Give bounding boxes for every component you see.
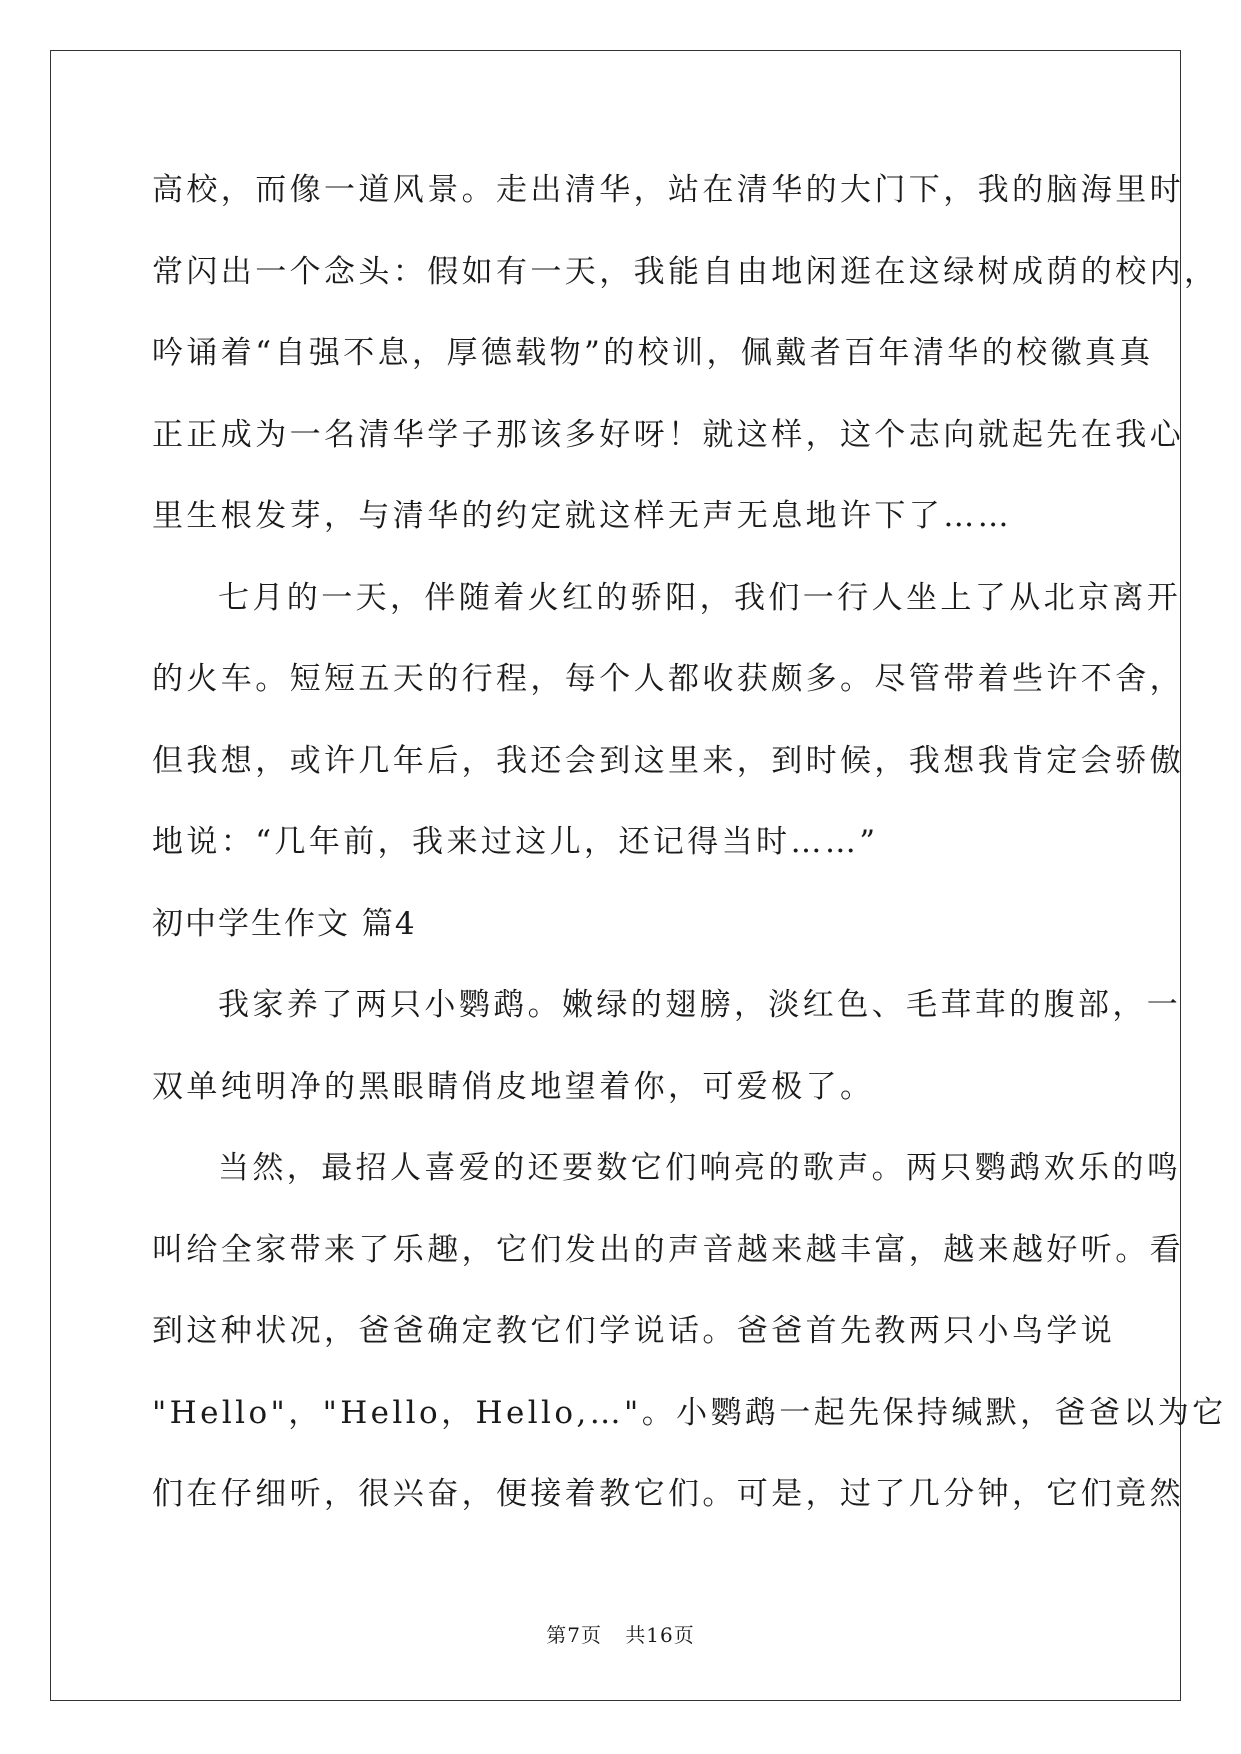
text-line: 高校，而像一道风景。走出清华，站在清华的大门下，我的脑海里时 <box>152 172 1184 208</box>
section-heading: 初中学生作文 篇4 <box>152 905 417 942</box>
text-line: 们在仔细听，很兴奋，便接着教它们。可是，过了几分钟，它们竟然 <box>152 1476 1184 1512</box>
text-line: "Hello"，"Hello，Hello,…"。小鹦鹉一起先保持缄默，爸爸以为它 <box>152 1394 1227 1431</box>
text-line: 的火车。短短五天的行程，每个人都收获颇多。尽管带着些许不舍， <box>152 661 1184 697</box>
text-line: 我家养了两只小鹦鹉。嫩绿的翅膀，淡红色、毛茸茸的腹部，一 <box>218 987 1182 1023</box>
page-total: 共16页 <box>625 1623 695 1647</box>
text-line: 当然，最招人喜爱的还要数它们响亮的歌声。两只鹦鹉欢乐的鸣 <box>218 1150 1182 1186</box>
text-line: 正正成为一名清华学子那该多好呀！就这样，这个志向就起先在我心 <box>152 416 1184 453</box>
text-line: 到这种状况，爸爸确定教它们学说话。爸爸首先教两只小鸟学说 <box>152 1313 1116 1349</box>
document-body <box>152 150 1227 1536</box>
text-line: 七月的一天，伴随着火红的骄阳，我们一行人坐上了从北京离开 <box>218 579 1182 616</box>
text-line: 但我想，或许几年后，我还会到这里来，到时候，我想我肯定会骄傲 <box>152 742 1184 779</box>
text-line: 双单纯明净的黑眼睛俏皮地望着你，可爱极了。 <box>152 1068 875 1105</box>
text-line: 常闪出一个念头：假如有一天，我能自由地闲逛在这绿树成荫的校内， <box>152 253 1219 290</box>
text-line: 里生根发芽，与清华的约定就这样无声无息地许下了…… <box>152 498 1012 534</box>
text-line: 叫给全家带来了乐趣，它们发出的声音越来越丰富，越来越好听。看 <box>152 1231 1184 1268</box>
text-line: 地说：“几年前，我来过这儿，还记得当时……” <box>152 824 879 860</box>
page-number: 第7页 <box>546 1623 602 1647</box>
text-line: 吟诵着“自强不息，厚德载物”的校训，佩戴者百年清华的校徽真真 <box>152 335 1154 371</box>
page-footer <box>0 1619 1241 1648</box>
